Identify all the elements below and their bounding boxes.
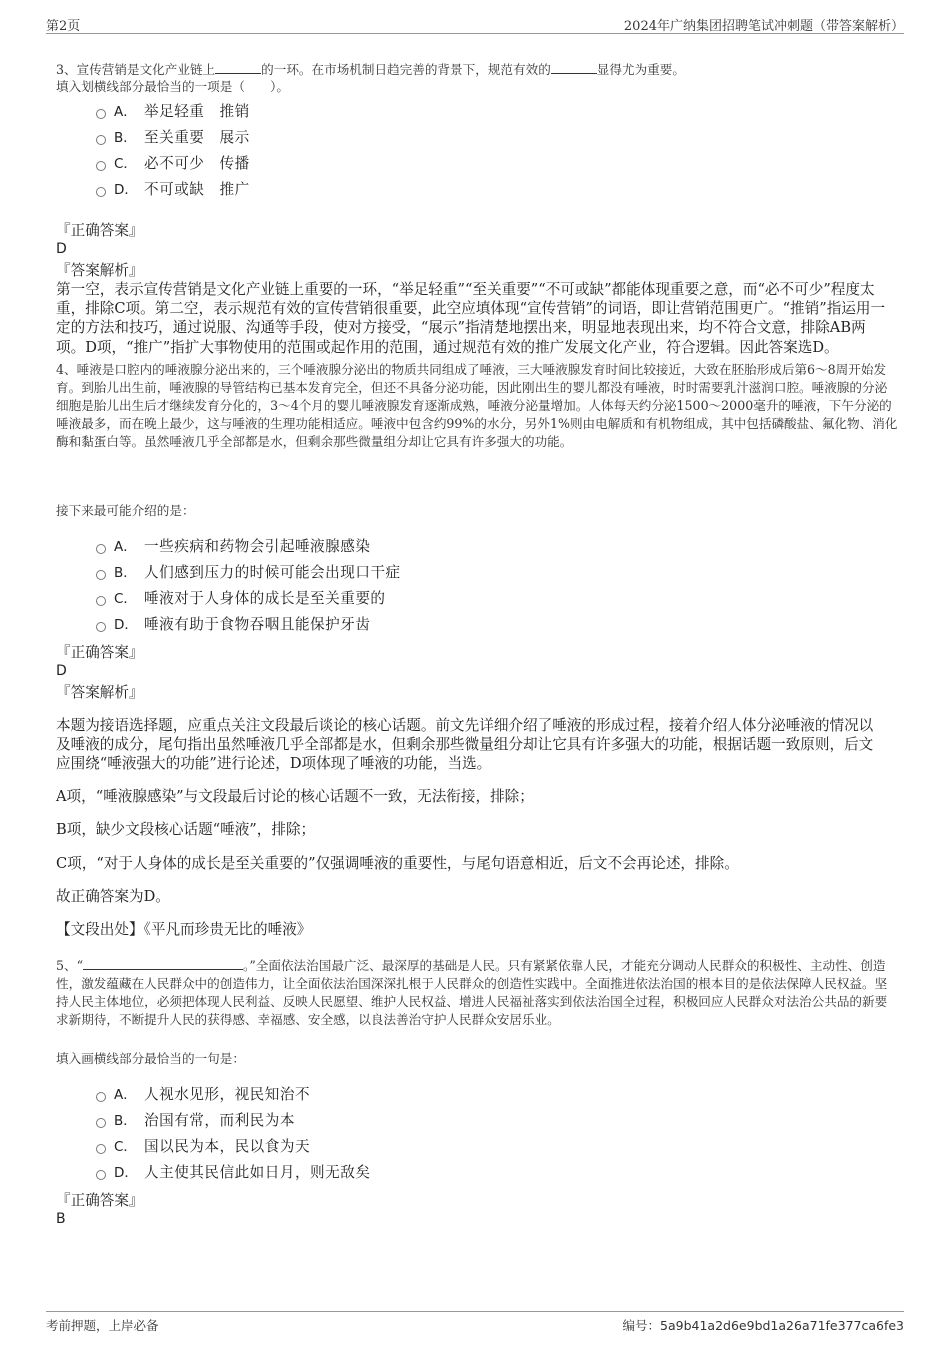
q5-option-d[interactable]: D． 人主使其民信此如日月，则无敌矣 [96,1163,370,1183]
q4-option-b-note: B项，缺少文段核心话题“唾液”，排除； [56,821,316,838]
q5-answer: B [56,1211,66,1227]
q5-option-a[interactable]: A． 人视水见形，视民知治不 [96,1085,310,1105]
q5-answer-label: 『正确答案』 [56,1192,144,1209]
q3-option-c[interactable]: C． 必不可少 传播 [96,154,250,174]
q3-stem: 3、宣传营销是文化产业链上 的一环。在市场机制日趋完善的背景下，规范有效的 显得尤为重要。 [56,62,685,77]
q3-option-d[interactable]: D． 不可或缺 推广 [96,180,250,200]
radio-icon[interactable] [96,1170,106,1180]
radio-icon[interactable] [96,1144,106,1154]
q5-option-c[interactable]: C． 国以民为本，民以食为天 [96,1137,310,1157]
q3-answer-label: 『正确答案』 [56,222,144,239]
q4-analysis-label: 『答案解析』 [56,684,144,701]
footer-code: 编号：5a9b41a2d6e9bd1a26a71fe377ca6fe3 [622,1318,904,1333]
q4-option-a[interactable]: A． 一些疾病和药物会引起唾液腺感染 [96,537,370,557]
radio-icon[interactable] [96,544,106,554]
q3-analysis: 第一空，表示宣传营销是文化产业链上重要的一环，“举足轻重”“至关重要”“不可或缺”都能体现重要之意，而“必不可少”程度太重，排除C项。第二空，表示规范有效的宣传营销很重要，此空应填体现“宣传营销”的词语，即让营销范围更广。“推销”指运用一定的方法和技巧，通过说服、沟通等手段，使对方接受，“展示”指清楚地摆出来，明显地表现出来，均不符合文意，排除AB两项。D项，“推广”指扩大事物使用的范围或起作用的范围，通过规范有效的推广发展文化产业，符合逻辑。因此答案选D。 [56,281,886,356]
radio-icon[interactable] [96,596,106,606]
q5-prompt: 填入画横线部分最恰当的一句是： [56,1051,245,1066]
radio-icon[interactable] [96,135,106,145]
q4-option-a-note: A项，“唾液腺感染”与文段最后讨论的核心话题不一致，无法衔接，排除； [56,788,534,805]
page-footer [46,1311,904,1333]
q3-prompt: 填入划横线部分最恰当的一项是（ ）。 [56,79,289,94]
q5-blank [83,956,243,970]
page-number: 第2页 [46,19,81,34]
q4-answer-label: 『正确答案』 [56,644,144,661]
radio-icon[interactable] [96,109,106,119]
document-title: 2024年广纳集团招聘笔试冲刺题（带答案解析） [623,19,904,34]
radio-icon[interactable] [96,570,106,580]
q3-option-b[interactable]: B． 至关重要 展示 [96,128,250,148]
page-header [46,13,904,34]
q5-stem: 5、“ 。”全面依法治国最广泛、最深厚的基础是人民。只有紧紧依靠人民，才能充分调动人民群众的积极性、主动性、创造性，激发蕴藏在人民群众中的创造伟力，让全面依法治国深深扎根于人民群众的创造性实践中。全面推进依法治国的根本目的是依法保障人民权益。坚持人民主体地位，必须把体现人民利益、反映人民愿望、维护人民权益、增进人民福祉落实到依法治国全过程，积极回应人民群众对法治公共品的新要求新期待，不断提升人民的获得感、幸福感、安全感，以良法善治守护人民群众安居乐业。 [56,958,888,1027]
q3-analysis-label: 『答案解析』 [56,262,144,279]
q5-option-b[interactable]: B． 治国有常，而利民为本 [96,1111,295,1131]
q4-option-c[interactable]: C． 唾液对于人身体的成长是至关重要的 [96,589,386,609]
radio-icon[interactable] [96,1092,106,1102]
q4-option-d[interactable]: D． 唾液有助于食物吞咽且能保护牙齿 [96,615,370,635]
q4-prompt: 接下来最可能介绍的是： [56,503,195,518]
q4-source: 【文段出处】《平凡而珍贵无比的唾液》 [56,921,312,938]
q3-blank-1 [215,60,261,74]
q4-option-c-note: C项，“对于人身体的成长是至关重要的”仅强调唾液的重要性，与尾句语意相近，后文不会再论述，排除。 [56,855,739,872]
footer-slogan: 考前押题，上岸必备 [46,1318,159,1333]
q3-blank-2 [551,60,597,74]
radio-icon[interactable] [96,161,106,171]
q3-option-a[interactable]: A． 举足轻重 推销 [96,102,250,122]
q4-answer: D [56,663,67,679]
q3-answer: D [56,241,67,257]
q4-analysis: 本题为接语选择题，应重点关注文段最后谈论的核心话题。前文先详细介绍了唾液的形成过程，接着介绍人体分泌唾液的情况以及唾液的成分，尾句指出虽然唾液几乎全部都是水，但剩余那些微量组分却让它具有许多强大的功能，根据话题一致原则，后文应围绕“唾液强大的功能”进行论述，D项体现了唾液的功能，当选。 [56,717,874,773]
q4-passage: 4、唾液是口腔内的唾液腺分泌出来的，三个唾液腺分泌出的物质共同组成了唾液，三大唾液腺发育时间比较接近，大致在胚胎形成后第6～8周开始发育。到胎儿出生前，唾液腺的导管结构已基本发育完全，但还不具备分泌功能，因此刚出生的婴儿都没有唾液，时时需要乳汁滋润口腔。唾液腺的分泌细胞是胎儿出生后才继续发育分化的，3～4个月的婴儿唾液腺发育逐渐成熟，唾液分泌量增加。人体每天约分泌1500～2000毫升的唾液，下午分泌的唾液最多，而在晚上最少，这与唾液的生理功能相适应。唾液中包含约99%的水分，另外1%则由电解质和有机物组成，其中包括磷酸盐、氟化物、消化酶和黏蛋白等。虽然唾液几乎全部都是水，但剩余那些微量组分却让它具有许多强大的功能。 [56,362,898,449]
q4-conclusion: 故正确答案为D。 [56,888,170,905]
radio-icon[interactable] [96,1118,106,1128]
radio-icon[interactable] [96,622,106,632]
q4-option-b[interactable]: B． 人们感到压力的时候可能会出现口干症 [96,563,401,583]
radio-icon[interactable] [96,187,106,197]
